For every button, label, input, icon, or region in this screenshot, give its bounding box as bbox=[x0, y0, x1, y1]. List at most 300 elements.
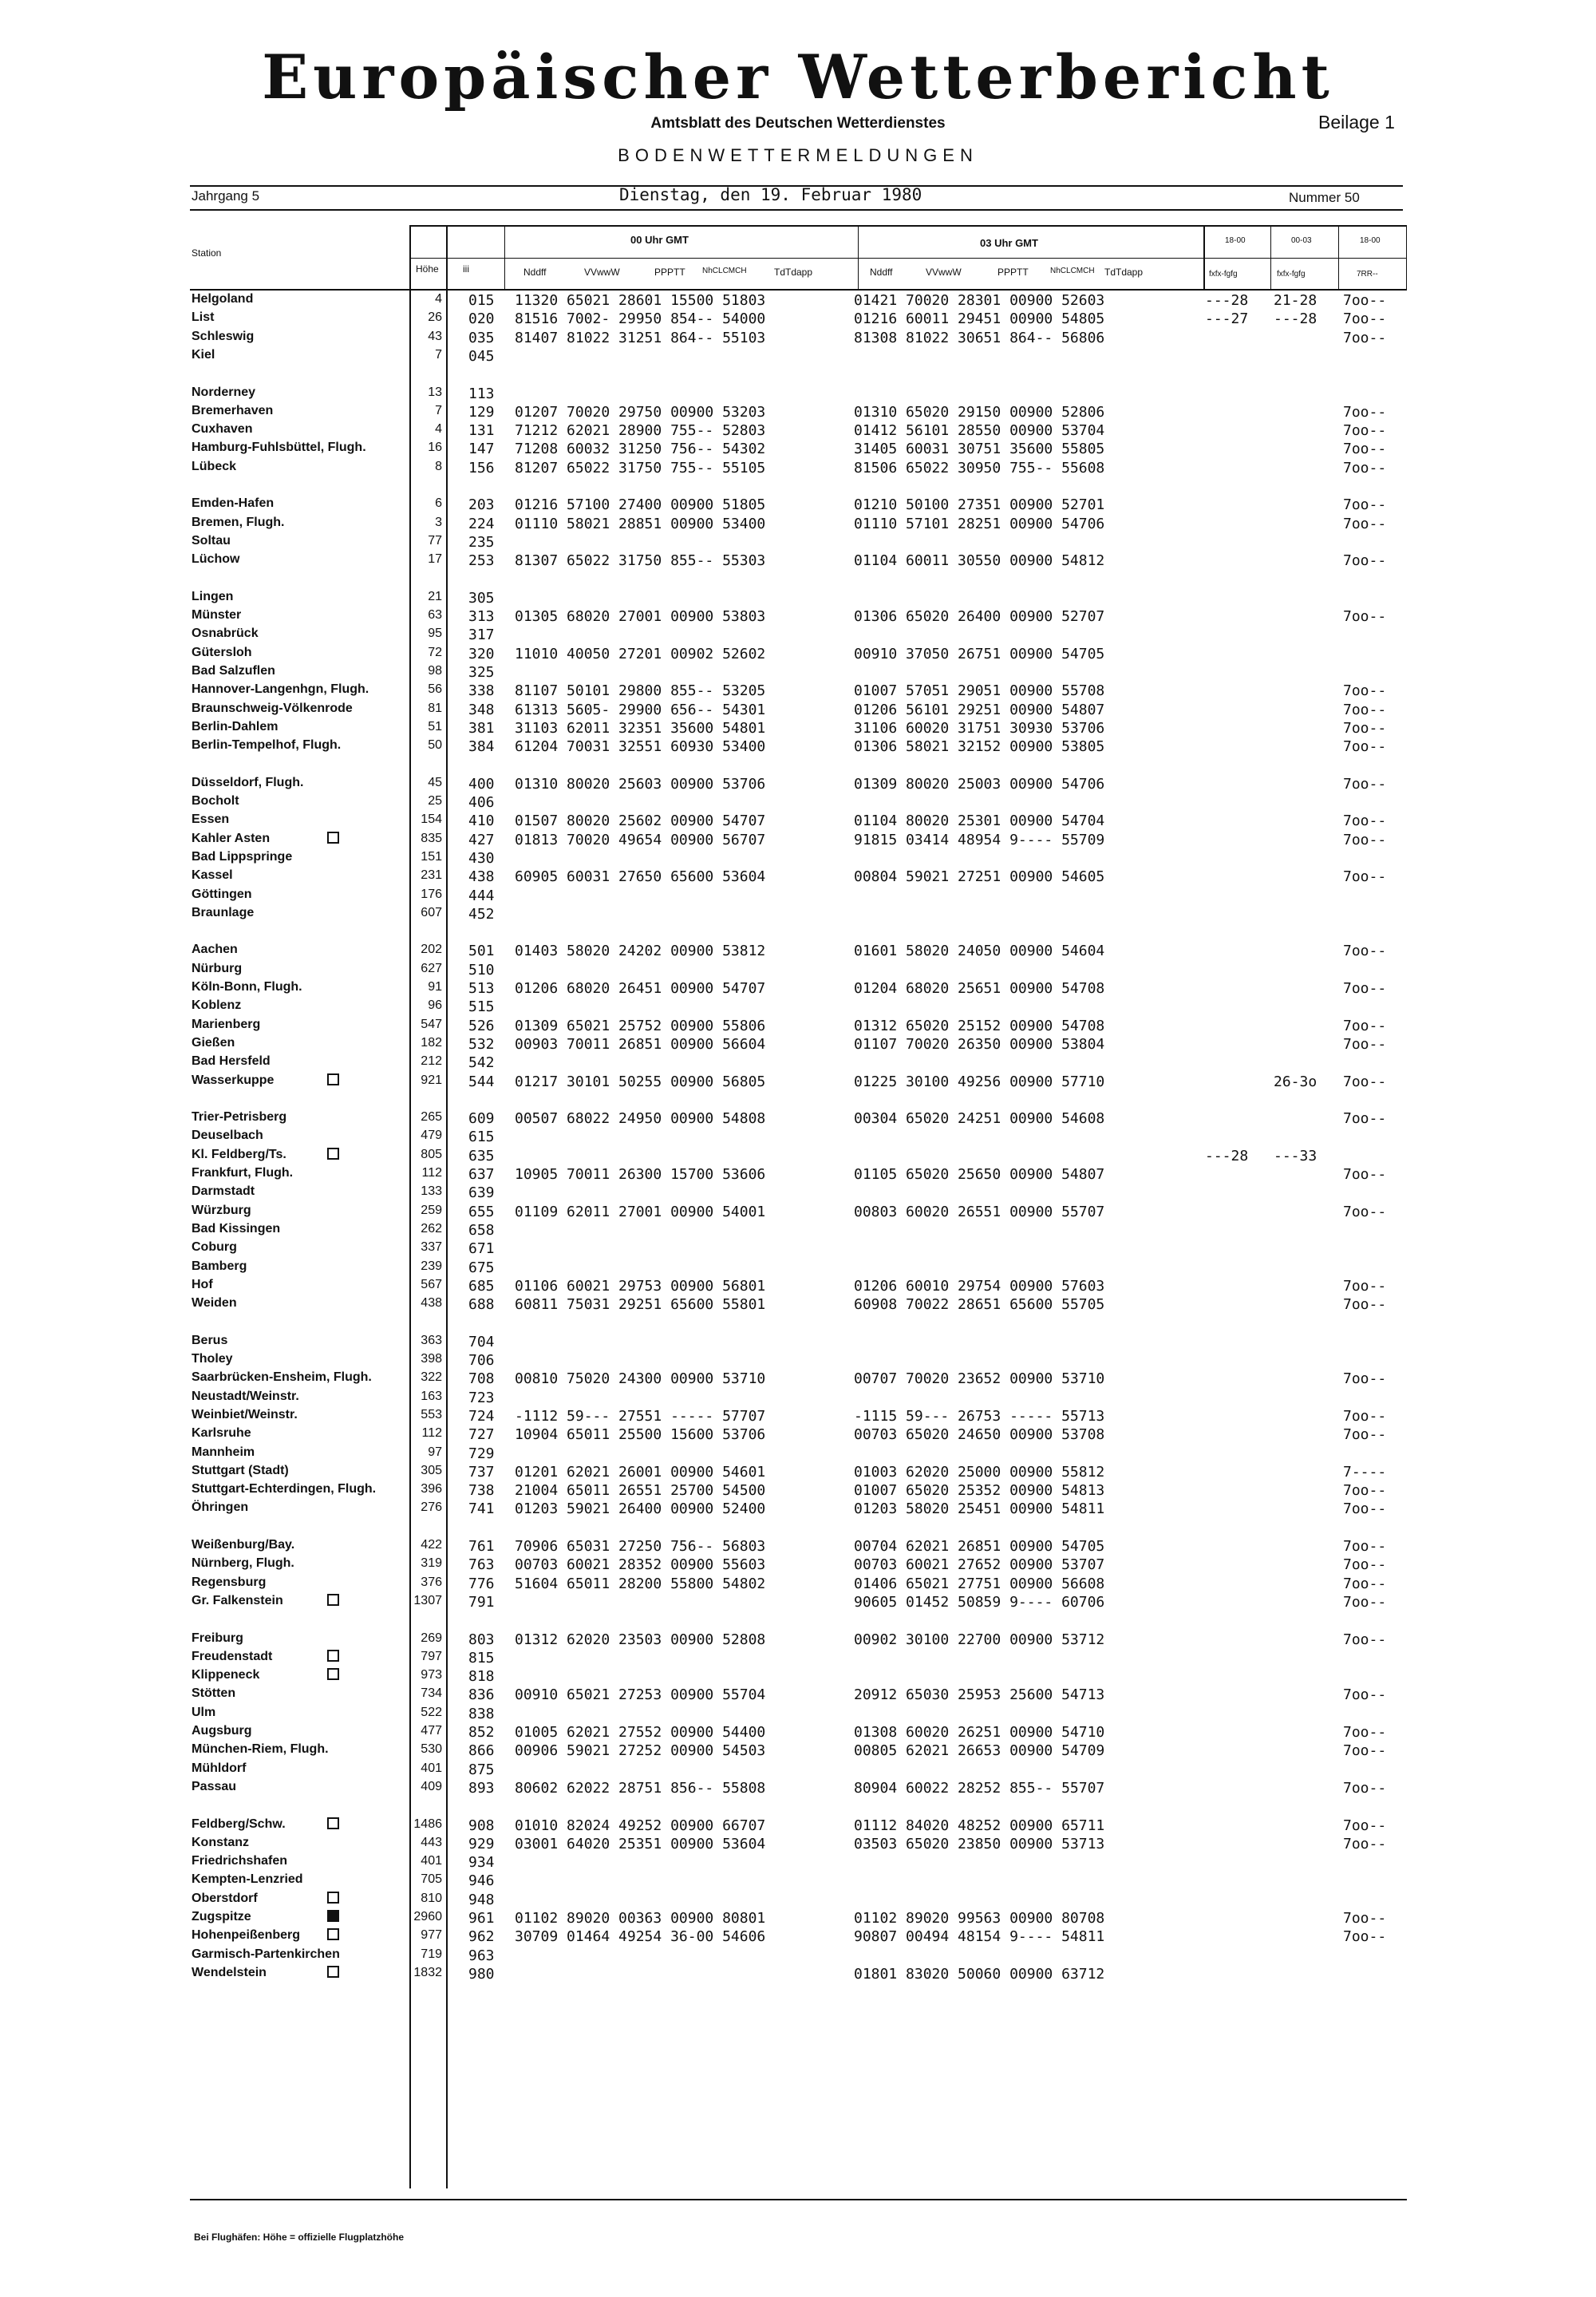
station-height: 553 bbox=[421, 1408, 442, 1421]
station-height: 269 bbox=[421, 1631, 442, 1645]
station-height: 805 bbox=[421, 1148, 442, 1161]
extra-top-3: 18-00 bbox=[1360, 236, 1381, 245]
table-row bbox=[0, 1334, 1596, 1351]
station-name: Bad Kissingen bbox=[192, 1222, 281, 1235]
obs-00-groups: 01206 68020 26451 00900 54707 bbox=[515, 980, 766, 997]
station-name: Freudenstadt bbox=[192, 1650, 273, 1663]
station-height: 16 bbox=[428, 441, 442, 454]
station-name: Oberstdorf bbox=[192, 1892, 258, 1905]
open-square-icon bbox=[327, 1073, 339, 1085]
table-row bbox=[0, 1947, 1596, 1965]
station-index: 934 bbox=[468, 1854, 495, 1871]
table-row bbox=[0, 1780, 1596, 1797]
group-00-header: 00 Uhr GMT bbox=[630, 234, 689, 246]
table-row bbox=[0, 1724, 1596, 1742]
table-row bbox=[0, 1892, 1596, 1909]
station-height: 734 bbox=[421, 1686, 442, 1700]
table-row bbox=[0, 422, 1596, 440]
col-00-nddff: Nddff bbox=[523, 267, 547, 278]
station-height: 259 bbox=[421, 1204, 442, 1217]
station-name: Mühldorf bbox=[192, 1761, 247, 1775]
station-index: 635 bbox=[468, 1148, 495, 1164]
station-name: Zugspitze bbox=[192, 1910, 251, 1923]
station-index: 685 bbox=[468, 1278, 495, 1295]
table-row bbox=[0, 682, 1596, 700]
obs-03-groups: 03503 65020 23850 00900 53713 bbox=[854, 1836, 1105, 1852]
col-03-vvwww: VVwwW bbox=[926, 267, 962, 278]
obs-03-groups: 01309 80020 25003 00900 54706 bbox=[854, 776, 1105, 793]
gust-18-00: ---27 bbox=[1205, 310, 1249, 327]
table-row bbox=[0, 330, 1596, 347]
obs-00-groups: 31103 62011 32351 35600 54801 bbox=[515, 720, 766, 737]
obs-03-groups: 01801 83020 50060 00900 63712 bbox=[854, 1966, 1105, 1983]
station-name: Soltau bbox=[192, 534, 231, 548]
station-name: Berlin-Dahlem bbox=[192, 720, 279, 733]
obs-00-groups: 01310 80020 25603 00900 53706 bbox=[515, 776, 766, 793]
table-row bbox=[0, 794, 1596, 812]
station-index: 875 bbox=[468, 1761, 495, 1778]
col-03-nddff: Nddff bbox=[870, 267, 893, 278]
table-row bbox=[0, 868, 1596, 886]
table-row bbox=[0, 1296, 1596, 1314]
station-name: Weiden bbox=[192, 1296, 237, 1310]
obs-00-groups: 01005 62021 27552 00900 54400 bbox=[515, 1724, 766, 1741]
table-row bbox=[0, 310, 1596, 328]
station-height: 719 bbox=[421, 1947, 442, 1961]
table-row bbox=[0, 496, 1596, 514]
station-height: 4 bbox=[435, 422, 442, 436]
station-height: 97 bbox=[428, 1445, 442, 1459]
station-index: 946 bbox=[468, 1872, 495, 1889]
station-name: Lingen bbox=[192, 590, 234, 603]
station-height: 72 bbox=[428, 646, 442, 659]
obs-00-groups: 60905 60031 27650 65600 53604 bbox=[515, 868, 766, 885]
station-height: 409 bbox=[421, 1780, 442, 1793]
obs-03-groups: 01206 56101 29251 00900 54807 bbox=[854, 702, 1105, 718]
header-line-mid bbox=[409, 258, 1407, 259]
station-name: Hamburg-Fuhlsbüttel, Flugh. bbox=[192, 441, 366, 454]
precip-18-00: 7oo-- bbox=[1343, 1836, 1387, 1852]
station-index: 317 bbox=[468, 627, 495, 643]
station-height: 810 bbox=[421, 1892, 442, 1905]
obs-00-groups: 01010 82024 49252 00900 66707 bbox=[515, 1817, 766, 1834]
station-height: 154 bbox=[421, 812, 442, 826]
station-index: 515 bbox=[468, 998, 495, 1015]
station-index: 704 bbox=[468, 1334, 495, 1350]
station-index: 838 bbox=[468, 1706, 495, 1722]
station-index: 235 bbox=[468, 534, 495, 551]
obs-03-groups: 01110 57101 28251 00900 54706 bbox=[854, 516, 1105, 532]
station-index: 639 bbox=[468, 1184, 495, 1201]
obs-03-groups: 01601 58020 24050 00900 54604 bbox=[854, 943, 1105, 959]
station-name: Würzburg bbox=[192, 1204, 251, 1217]
precip-18-00: 7oo-- bbox=[1343, 943, 1387, 959]
obs-00-groups: 81307 65022 31750 855-- 55303 bbox=[515, 552, 766, 569]
precip-18-00: 7oo-- bbox=[1343, 1408, 1387, 1425]
table-row bbox=[0, 1278, 1596, 1295]
station-index: 406 bbox=[468, 794, 495, 811]
station-name: Schleswig bbox=[192, 330, 255, 343]
precip-18-00: 7oo-- bbox=[1343, 292, 1387, 309]
obs-03-groups: -1115 59--- 26753 ----- 55713 bbox=[854, 1408, 1105, 1425]
extra-top-2: 00-03 bbox=[1291, 236, 1312, 245]
station-name: Freiburg bbox=[192, 1631, 243, 1645]
obs-00-groups: 80602 62022 28751 856-- 55808 bbox=[515, 1780, 766, 1797]
jahrgang-label: Jahrgang 5 bbox=[192, 188, 260, 204]
station-name: Gr. Falkenstein bbox=[192, 1594, 283, 1607]
open-square-icon bbox=[327, 1148, 339, 1160]
station-index: 948 bbox=[468, 1892, 495, 1908]
table-row bbox=[0, 1966, 1596, 1983]
obs-03-groups: 01007 57051 29051 00900 55708 bbox=[854, 682, 1105, 699]
obs-03-groups: 31405 60031 30751 35600 55805 bbox=[854, 441, 1105, 457]
table-row bbox=[0, 1390, 1596, 1407]
precip-18-00: 7oo-- bbox=[1343, 1296, 1387, 1313]
station-name: Bad Lippspringe bbox=[192, 850, 293, 864]
station-name: Trier-Petrisberg bbox=[192, 1110, 287, 1124]
rule-iii-right bbox=[504, 225, 505, 289]
station-height: 77 bbox=[428, 534, 442, 548]
precip-18-00: 7oo-- bbox=[1343, 1426, 1387, 1443]
filled-square-icon bbox=[327, 1910, 339, 1922]
obs-03-groups: 01203 58020 25451 00900 54811 bbox=[854, 1500, 1105, 1517]
station-name: Stötten bbox=[192, 1686, 236, 1700]
table-row bbox=[0, 1259, 1596, 1277]
station-index: 852 bbox=[468, 1724, 495, 1741]
station-index: 410 bbox=[468, 812, 495, 829]
station-name: Emden-Hafen bbox=[192, 496, 275, 510]
table-row bbox=[0, 1110, 1596, 1128]
station-height: 50 bbox=[428, 738, 442, 752]
station-height: 81 bbox=[428, 702, 442, 715]
obs-03-groups: 01225 30100 49256 00900 57710 bbox=[854, 1073, 1105, 1090]
station-index: 815 bbox=[468, 1650, 495, 1666]
station-name: Deuselbach bbox=[192, 1129, 263, 1142]
table-row bbox=[0, 404, 1596, 421]
station-name: Augsburg bbox=[192, 1724, 252, 1738]
open-square-icon bbox=[327, 832, 339, 844]
station-name: Kiel bbox=[192, 348, 215, 362]
station-index: 224 bbox=[468, 516, 495, 532]
table-row bbox=[0, 1018, 1596, 1035]
obs-00-groups: 01312 62020 23503 00900 52808 bbox=[515, 1631, 766, 1648]
table-row bbox=[0, 832, 1596, 849]
station-index: 961 bbox=[468, 1910, 495, 1927]
table-row bbox=[0, 1408, 1596, 1425]
table-row bbox=[0, 1631, 1596, 1649]
precip-18-00: 7oo-- bbox=[1343, 1018, 1387, 1034]
table-row bbox=[0, 646, 1596, 663]
station-index: 615 bbox=[468, 1129, 495, 1145]
precip-18-00: 7oo-- bbox=[1343, 330, 1387, 346]
obs-03-groups: 01306 58021 32152 00900 53805 bbox=[854, 738, 1105, 755]
table-row bbox=[0, 664, 1596, 682]
station-index: 510 bbox=[468, 962, 495, 978]
obs-03-groups: 01216 60011 29451 00900 54805 bbox=[854, 310, 1105, 327]
precip-18-00: 7oo-- bbox=[1343, 1278, 1387, 1295]
station-height: 231 bbox=[421, 868, 442, 882]
station-height: 443 bbox=[421, 1836, 442, 1849]
obs-03-groups: 80904 60022 28252 855-- 55707 bbox=[854, 1780, 1105, 1797]
station-name: Nürburg bbox=[192, 962, 243, 975]
station-name: Aachen bbox=[192, 943, 238, 956]
obs-03-groups: 01312 65020 25152 00900 54708 bbox=[854, 1018, 1105, 1034]
obs-03-groups: 00803 60020 26551 00900 55707 bbox=[854, 1204, 1105, 1220]
station-name: München-Riem, Flugh. bbox=[192, 1742, 329, 1756]
obs-00-groups: 60811 75031 29251 65600 55801 bbox=[515, 1296, 766, 1313]
station-height: 1307 bbox=[413, 1594, 442, 1607]
station-index: 658 bbox=[468, 1222, 495, 1239]
table-row bbox=[0, 1594, 1596, 1611]
station-index: 671 bbox=[468, 1240, 495, 1257]
station-height: 262 bbox=[421, 1222, 442, 1235]
station-height: 6 bbox=[435, 496, 442, 510]
obs-00-groups: 81516 7002- 29950 854-- 54000 bbox=[515, 310, 766, 327]
precip-18-00: 7oo-- bbox=[1343, 812, 1387, 829]
table-row bbox=[0, 1910, 1596, 1927]
station-height: 7 bbox=[435, 404, 442, 417]
precip-18-00: 7oo-- bbox=[1343, 702, 1387, 718]
table-row bbox=[0, 1928, 1596, 1946]
obs-03-groups: 01206 60010 29754 00900 57603 bbox=[854, 1278, 1105, 1295]
station-name: Kahler Asten bbox=[192, 832, 271, 845]
table-row bbox=[0, 850, 1596, 868]
station-index: 836 bbox=[468, 1686, 495, 1703]
precip-18-00: 7oo-- bbox=[1343, 1166, 1387, 1183]
station-name: Garmisch-Partenkirchen bbox=[192, 1947, 340, 1961]
station-name: Osnabrück bbox=[192, 627, 259, 640]
table-row bbox=[0, 1742, 1596, 1760]
station-height: 305 bbox=[421, 1464, 442, 1477]
obs-00-groups: 01813 70020 49654 00900 56707 bbox=[515, 832, 766, 848]
station-index: 741 bbox=[468, 1500, 495, 1517]
station-height: 705 bbox=[421, 1872, 442, 1886]
obs-00-groups: 11320 65021 28601 15500 51803 bbox=[515, 292, 766, 309]
station-name: Nürnberg, Flugh. bbox=[192, 1556, 294, 1570]
station-height: 438 bbox=[421, 1296, 442, 1310]
obs-03-groups: 01112 84020 48252 00900 65711 bbox=[854, 1817, 1105, 1834]
station-index: 980 bbox=[468, 1966, 495, 1983]
obs-03-groups: 00704 62021 26851 00900 54705 bbox=[854, 1538, 1105, 1555]
station-name: Kassel bbox=[192, 868, 233, 882]
table-row bbox=[0, 608, 1596, 626]
col-03-clouds: NhCLCMCH bbox=[1050, 267, 1095, 275]
gust-00-03: ---28 bbox=[1274, 310, 1317, 327]
station-index: 609 bbox=[468, 1110, 495, 1127]
station-name: Münster bbox=[192, 608, 242, 622]
precip-18-00: 7oo-- bbox=[1343, 1575, 1387, 1592]
station-index: 776 bbox=[468, 1575, 495, 1592]
obs-00-groups: 00903 70011 26851 00900 56604 bbox=[515, 1036, 766, 1053]
station-index: 526 bbox=[468, 1018, 495, 1034]
extra-bottom-2: fxfx-fgfg bbox=[1277, 270, 1306, 279]
station-height: 797 bbox=[421, 1650, 442, 1663]
header-line-top bbox=[409, 225, 1407, 227]
station-name: Wendelstein bbox=[192, 1966, 267, 1979]
obs-03-groups: 01007 65020 25352 00900 54813 bbox=[854, 1482, 1105, 1499]
station-height: 522 bbox=[421, 1706, 442, 1719]
station-index: 045 bbox=[468, 348, 495, 365]
table-row bbox=[0, 348, 1596, 366]
precip-18-00: 7---- bbox=[1343, 1464, 1387, 1481]
precip-18-00: 7oo-- bbox=[1343, 1910, 1387, 1927]
station-height: 363 bbox=[421, 1334, 442, 1347]
table-row bbox=[0, 1073, 1596, 1091]
precip-18-00: 7oo-- bbox=[1343, 1631, 1387, 1648]
station-index: 384 bbox=[468, 738, 495, 755]
obs-03-groups: 01102 89020 99563 00900 80708 bbox=[854, 1910, 1105, 1927]
station-name: Hannover-Langenhgn, Flugh. bbox=[192, 682, 369, 696]
precip-18-00: 7oo-- bbox=[1343, 1482, 1387, 1499]
station-height: 477 bbox=[421, 1724, 442, 1738]
station-height: 265 bbox=[421, 1110, 442, 1124]
station-index: 427 bbox=[468, 832, 495, 848]
station-name: Tholey bbox=[192, 1352, 233, 1366]
obs-00-groups: 01507 80020 25602 00900 54707 bbox=[515, 812, 766, 829]
station-name: Gütersloh bbox=[192, 646, 252, 659]
footnote: Bei Flughäfen: Höhe = offizielle Flugplatzhöhe bbox=[194, 2232, 405, 2243]
station-height: 21 bbox=[428, 590, 442, 603]
table-row bbox=[0, 1556, 1596, 1574]
station-name: Kl. Feldberg/Ts. bbox=[192, 1148, 286, 1161]
station-height: 567 bbox=[421, 1278, 442, 1291]
station-name: Norderney bbox=[192, 385, 256, 399]
station-name: Marienberg bbox=[192, 1018, 261, 1031]
table-row bbox=[0, 590, 1596, 607]
open-square-icon bbox=[327, 1650, 339, 1662]
station-name: Weißenburg/Bay. bbox=[192, 1538, 295, 1552]
station-index: 542 bbox=[468, 1054, 495, 1071]
station-index: 761 bbox=[468, 1538, 495, 1555]
table-row bbox=[0, 1761, 1596, 1779]
obs-00-groups: 01109 62011 27001 00900 54001 bbox=[515, 1204, 766, 1220]
station-name: Gießen bbox=[192, 1036, 235, 1050]
obs-00-groups: 01216 57100 27400 00900 51805 bbox=[515, 496, 766, 513]
table-row bbox=[0, 1500, 1596, 1518]
precip-18-00: 7oo-- bbox=[1343, 496, 1387, 513]
obs-00-groups: 61204 70031 32551 60930 53400 bbox=[515, 738, 766, 755]
station-height: 398 bbox=[421, 1352, 442, 1366]
obs-00-groups: 61313 5605- 29900 656-- 54301 bbox=[515, 702, 766, 718]
obs-00-groups: 00703 60021 28352 00900 55603 bbox=[515, 1556, 766, 1573]
station-index: 444 bbox=[468, 888, 495, 904]
table-row bbox=[0, 460, 1596, 477]
table-row bbox=[0, 962, 1596, 979]
station-index: 723 bbox=[468, 1390, 495, 1406]
rule-extra-1 bbox=[1270, 225, 1271, 289]
rule-extra-left bbox=[1203, 225, 1205, 289]
station-index: 544 bbox=[468, 1073, 495, 1090]
station-height: 51 bbox=[428, 720, 442, 733]
precip-18-00: 7oo-- bbox=[1343, 1556, 1387, 1573]
table-row bbox=[0, 1464, 1596, 1481]
precip-18-00: 7oo-- bbox=[1343, 738, 1387, 755]
station-name: Ulm bbox=[192, 1706, 216, 1719]
station-index: 729 bbox=[468, 1445, 495, 1462]
issue-date: Dienstag, den 19. Februar 1980 bbox=[619, 185, 922, 204]
obs-03-groups: 00703 60021 27652 00900 53707 bbox=[854, 1556, 1105, 1573]
table-row bbox=[0, 980, 1596, 998]
table-row bbox=[0, 1650, 1596, 1667]
precip-18-00: 7oo-- bbox=[1343, 1928, 1387, 1945]
station-height: 95 bbox=[428, 627, 442, 640]
station-height: 276 bbox=[421, 1500, 442, 1514]
station-height: 239 bbox=[421, 1259, 442, 1273]
obs-03-groups: 31106 60020 31751 30930 53706 bbox=[854, 720, 1105, 737]
station-height: 530 bbox=[421, 1742, 442, 1756]
gust-00-03: ---33 bbox=[1274, 1148, 1317, 1164]
station-name: Berus bbox=[192, 1334, 228, 1347]
station-height: 977 bbox=[421, 1928, 442, 1942]
rule-extra-2 bbox=[1338, 225, 1339, 289]
station-name: Lüchow bbox=[192, 552, 240, 566]
station-index: 313 bbox=[468, 608, 495, 625]
obs-00-groups: 01203 59021 26400 00900 52400 bbox=[515, 1500, 766, 1517]
col-00-pppt: PPPTT bbox=[654, 267, 685, 278]
subtitle: Amtsblatt des Deutschen Wetterdienstes bbox=[650, 115, 946, 132]
station-height: 133 bbox=[421, 1184, 442, 1198]
obs-00-groups: 21004 65011 26551 25700 54500 bbox=[515, 1482, 766, 1499]
gust-18-00: ---28 bbox=[1205, 292, 1249, 309]
station-height: 45 bbox=[428, 776, 442, 789]
station-index: 708 bbox=[468, 1370, 495, 1387]
obs-00-groups: 00810 75020 24300 00900 53710 bbox=[515, 1370, 766, 1387]
station-index: 763 bbox=[468, 1556, 495, 1573]
station-index: 688 bbox=[468, 1296, 495, 1313]
precip-18-00: 7oo-- bbox=[1343, 1780, 1387, 1797]
station-height: 627 bbox=[421, 962, 442, 975]
table-row bbox=[0, 441, 1596, 458]
station-name: Darmstadt bbox=[192, 1184, 255, 1198]
station-index: 962 bbox=[468, 1928, 495, 1945]
section-title: BODENWETTERMELDUNGEN bbox=[618, 145, 978, 165]
open-square-icon bbox=[327, 1594, 339, 1606]
station-name: Karlsruhe bbox=[192, 1426, 251, 1440]
station-index: 129 bbox=[468, 404, 495, 421]
page-title: Europäischer Wetterbericht bbox=[262, 42, 1334, 113]
precip-18-00: 7oo-- bbox=[1343, 441, 1387, 457]
table-row bbox=[0, 1054, 1596, 1072]
precip-18-00: 7oo-- bbox=[1343, 720, 1387, 737]
station-height: 322 bbox=[421, 1370, 442, 1384]
table-row bbox=[0, 534, 1596, 552]
obs-00-groups: 11010 40050 27201 00902 52602 bbox=[515, 646, 766, 662]
precip-18-00: 7oo-- bbox=[1343, 460, 1387, 476]
precip-18-00: 7oo-- bbox=[1343, 422, 1387, 439]
station-height: 401 bbox=[421, 1854, 442, 1868]
table-row bbox=[0, 1872, 1596, 1890]
table-row bbox=[0, 776, 1596, 793]
station-index: 908 bbox=[468, 1817, 495, 1834]
station-index: 015 bbox=[468, 292, 495, 309]
col-03-pppt: PPPTT bbox=[998, 267, 1029, 278]
rule-group-split bbox=[858, 225, 859, 289]
station-name: Öhringen bbox=[192, 1500, 249, 1514]
obs-03-groups: 01104 60011 30550 00900 54812 bbox=[854, 552, 1105, 569]
col-00-vvwww: VVwwW bbox=[584, 267, 620, 278]
obs-03-groups: 00703 65020 24650 00900 53708 bbox=[854, 1426, 1105, 1443]
station-height: 401 bbox=[421, 1761, 442, 1775]
station-name: Berlin-Tempelhof, Flugh. bbox=[192, 738, 342, 752]
table-row bbox=[0, 1668, 1596, 1686]
precip-18-00: 7oo-- bbox=[1343, 1538, 1387, 1555]
table-row bbox=[0, 720, 1596, 737]
table-row bbox=[0, 1166, 1596, 1184]
obs-03-groups: 01003 62020 25000 00900 55812 bbox=[854, 1464, 1105, 1481]
precip-18-00: 7oo-- bbox=[1343, 1073, 1387, 1090]
station-height: 1486 bbox=[413, 1817, 442, 1831]
obs-00-groups: 01102 89020 00363 00900 80801 bbox=[515, 1910, 766, 1927]
